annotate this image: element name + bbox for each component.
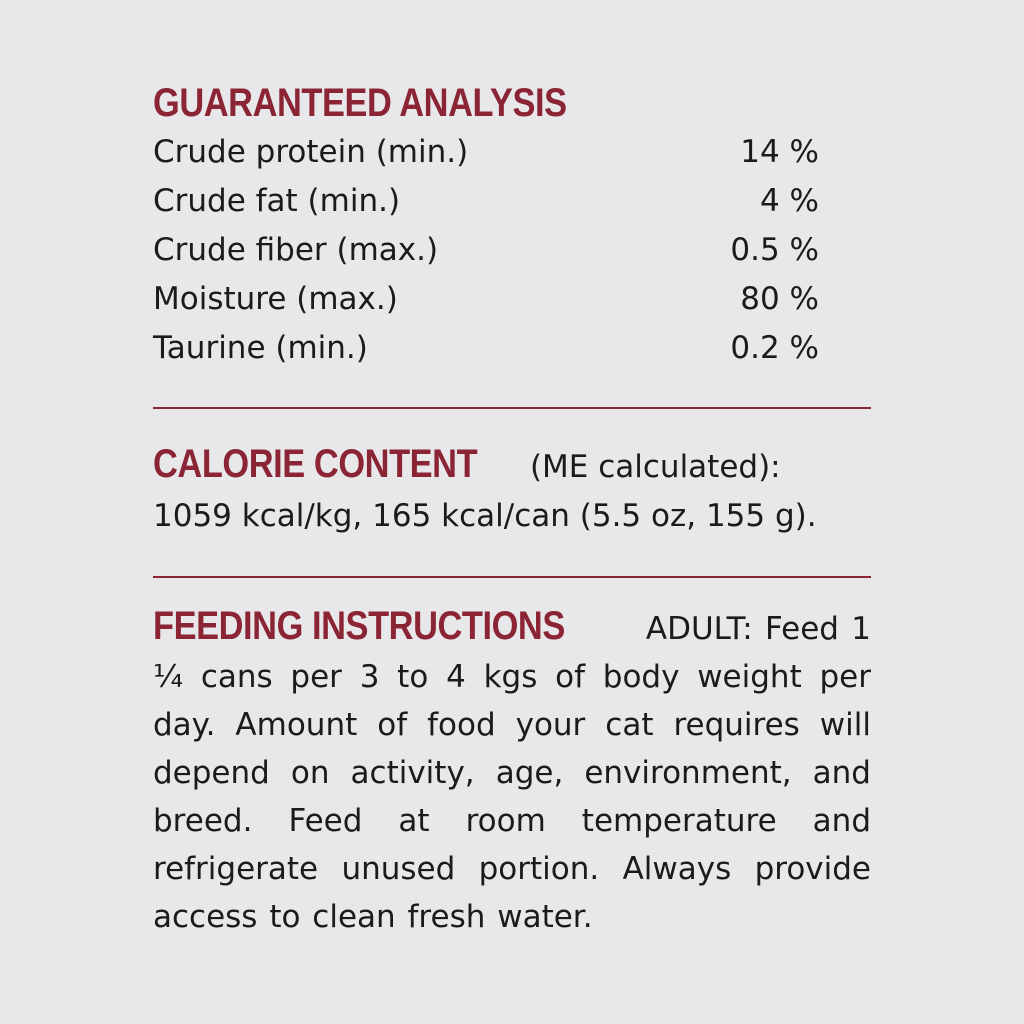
guaranteed-analysis-heading: GUARANTEED ANALYSIS — [153, 81, 567, 125]
analysis-row-moisture — [153, 275, 819, 324]
label-panel — [153, 78, 871, 941]
calorie-values: 1059 kcal/kg, 165 kcal/can (5.5 oz, 155 g). — [153, 498, 817, 534]
analysis-value: 4 % — [759, 183, 819, 219]
analysis-row-crude-fiber — [153, 226, 819, 275]
section-divider — [153, 407, 871, 409]
analysis-label: Crude protein (min.) — [153, 134, 469, 170]
guaranteed-analysis-table — [153, 128, 871, 373]
analysis-row-crude-fat — [153, 177, 819, 226]
analysis-value: 0.5 % — [730, 232, 819, 268]
feeding-instructions-text: ADULT: Feed 1 ¼ cans per 3 to 4 kgs of body weight per day. Amount of food your cat requires will depend on activity, age, environment, and breed. Feed at room temperature and refrigerate unused portion. Always provide access to clean fresh water. — [153, 611, 871, 935]
analysis-value: 0.2 % — [730, 330, 819, 366]
analysis-label: Crude fiber (max.) — [153, 232, 439, 268]
analysis-label: Moisture (max.) — [153, 281, 398, 317]
calorie-content-section — [153, 438, 871, 542]
analysis-row-taurine — [153, 324, 819, 373]
section-divider — [153, 576, 871, 578]
analysis-row-crude-protein — [153, 128, 819, 177]
calorie-method-note: (ME calculated): — [529, 449, 781, 485]
calorie-content-heading: CALORIE CONTENT — [153, 442, 478, 486]
analysis-value: 14 % — [740, 134, 819, 170]
feeding-instructions-heading: FEEDING INSTRUCTIONS — [153, 604, 565, 648]
analysis-label: Taurine (min.) — [153, 330, 368, 366]
calorie-heading-line — [153, 438, 871, 490]
guaranteed-analysis-section — [153, 78, 871, 128]
analysis-value: 80 % — [740, 281, 819, 317]
analysis-label: Crude fat (min.) — [153, 183, 401, 219]
feeding-instructions-section — [153, 602, 871, 941]
